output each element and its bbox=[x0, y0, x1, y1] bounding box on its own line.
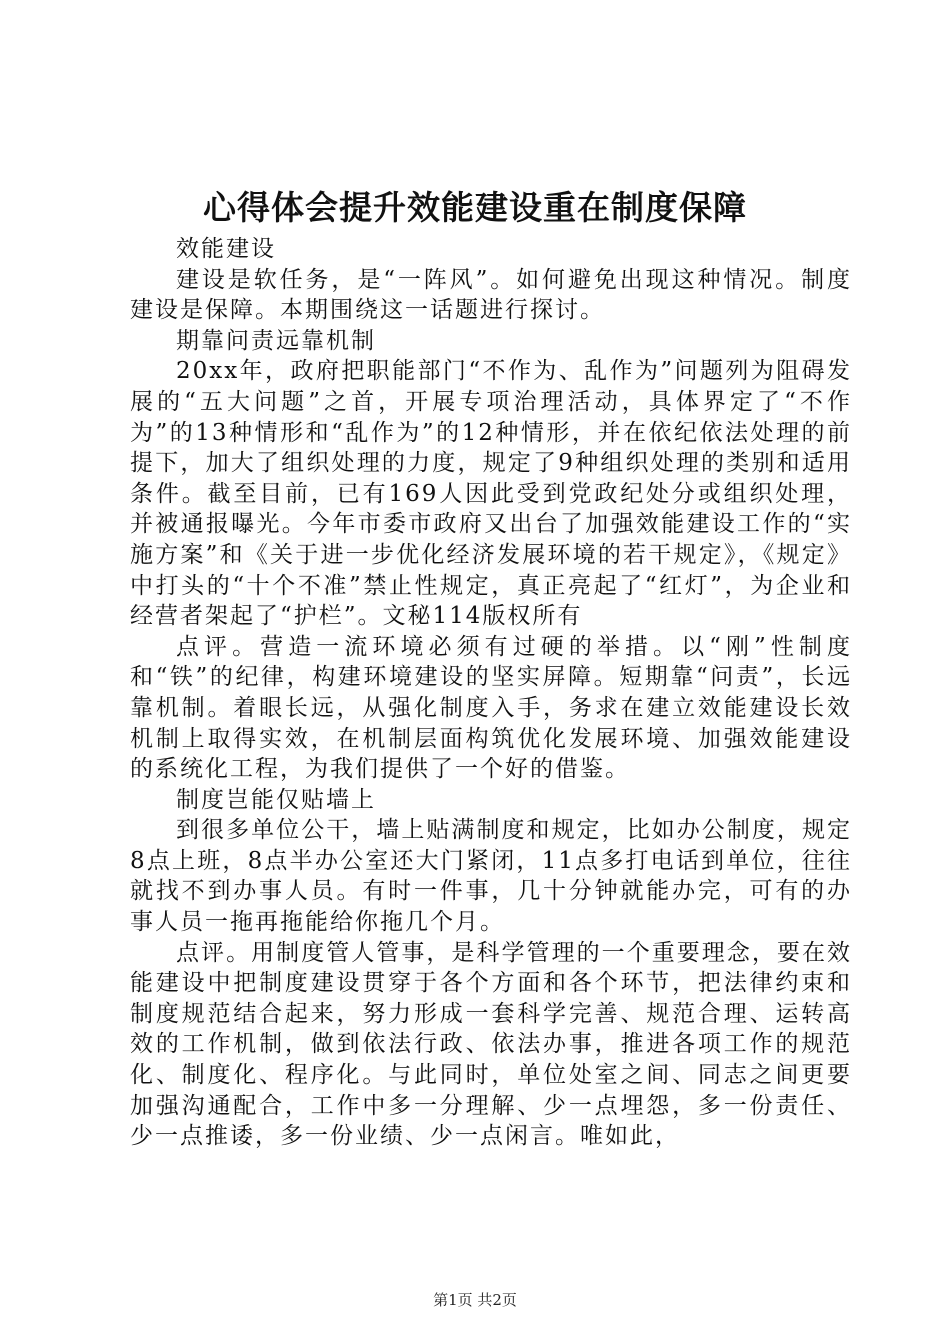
page-number-footer: 第1页 共2页 bbox=[433, 1291, 517, 1309]
paragraph-government-measures: 20xx年，政府把职能部门“不作为、乱作为”问题列为阻碍发展的“五大问题”之首，开展专项治理活动，具体界定了“不作为”的13种情形和“乱作为”的12种情形，并在依纪依法处理的前提下，加大了组织处理的力度，规定了9种组织处理的类别和适用条件。截至目前，已有169人因此受到党政纪处分或组织处理，并被通报曝光。今年市委市政府又出台了加强效能建设工作的“实施方案”和《关于进一步优化经济发展环境的若干规定》，《规定》中打头的“十个不准”禁止性规定，真正亮起了“红灯”，为企业和经营者架起了“护栏”。文秘114版权所有 bbox=[130, 358, 852, 630]
paragraph-intro: 建设是软任务，是“一阵风”。如何避免出现这种情况。制度建设是保障。本期围绕这一话题进行探讨。 bbox=[130, 266, 852, 324]
paragraph-heading-efficiency: 效能建设 bbox=[176, 236, 276, 262]
paragraph-heading-accountability: 期靠问责远靠机制 bbox=[176, 327, 376, 354]
paragraph-office-example: 到很多单位公干，墙上贴满制度和规定，比如办公制度，规定8点上班，8点半办公室还大门紧闭，11点多打电话到单位，往往就找不到办事人员。有时一件事，几十分钟就能办完，可有的办事人员一拖再拖能给你拖几个月。 bbox=[130, 817, 852, 936]
paragraph-comment-1: 点评。营造一流环境必须有过硬的举措。以“刚”性制度和“铁”的纪律，构建环境建设的坚实屏障。短期靠“问责”，长远靠机制。着眼长远，从强化制度入手，务求在建立效能建设长效机制上取得实效，在机制层面构筑优化发展环境、加强效能建设的系统化工程，为我们提供了一个好的借鉴。 bbox=[130, 633, 852, 783]
paragraph-comment-2: 点评。用制度管人管事，是科学管理的一个重要理念，要在效能建设中把制度建设贯穿于各个方面和各个环节，把法律约束和制度规范结合起来，努力形成一套科学完善、规范合理、运转高效的工作机制，做到依法行政、依法办事，推进各项工作的规范化、制度化、程序化。与此同时，单位处室之间、同志之间更要加强沟通配合，工作中多一分理解、少一点埋怨，多一份责任、少一点推诿，多一份业绩、少一点闲言。唯如此， bbox=[130, 939, 852, 1150]
document-body bbox=[130, 234, 852, 1152]
document-title: 心得体会提升效能建设重在制度保障 bbox=[203, 188, 747, 227]
paragraph-heading-wall: 制度岂能仅贴墙上 bbox=[176, 786, 376, 813]
